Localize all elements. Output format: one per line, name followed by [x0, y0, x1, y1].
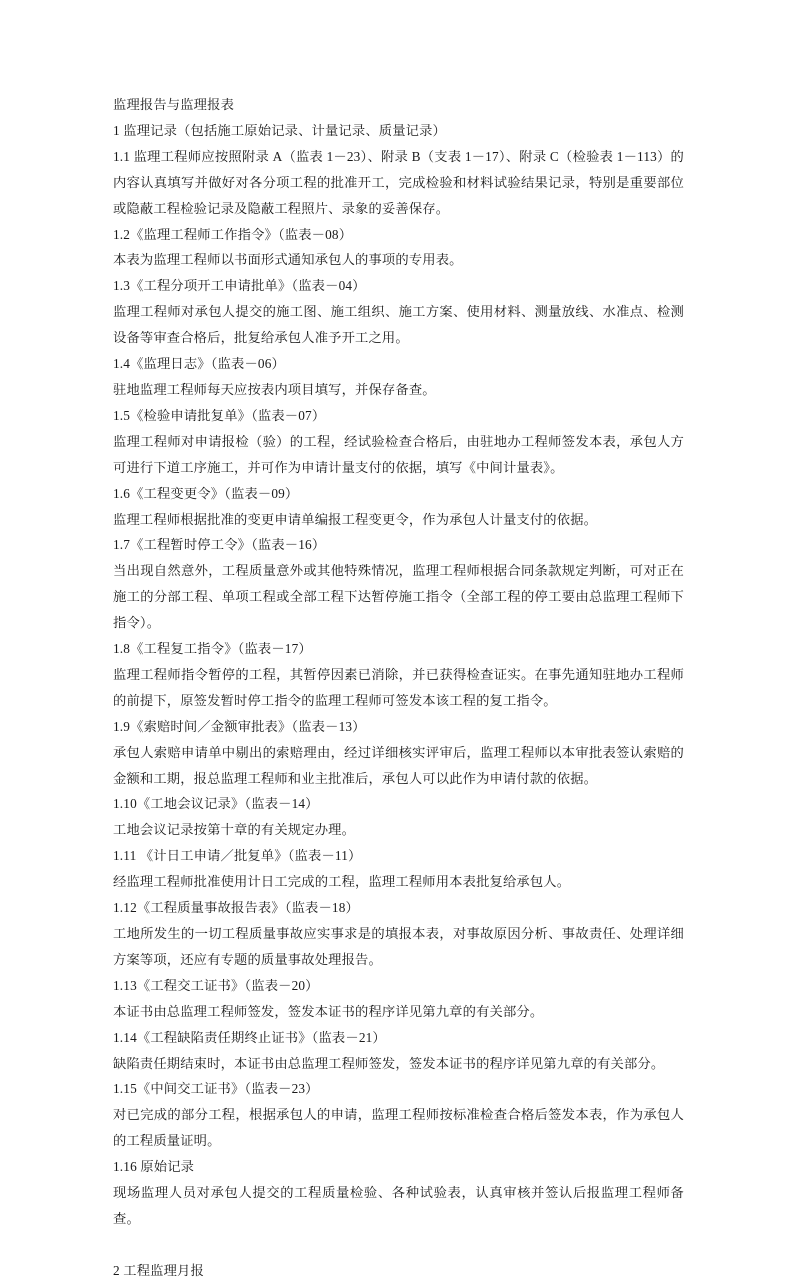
- paragraph-spacer: [113, 1232, 684, 1258]
- item-heading: 1.10《工地会议记录》（监表－14）: [113, 796, 319, 812]
- body-paragraph: 监理工程师对承包人提交的施工图、施工组织、施工方案、使用材料、测量放线、水准点、检测设备等审查合格后，批复给承包人准予开工之用。: [113, 304, 684, 346]
- body-paragraph: 当出现自然意外，工程质量意外或其他特殊情况，监理工程师根据合同条款规定判断，可对正在施工的分部工程、单项工程或全部工程下达暂停施工指令（全部工程的停工要由总监理工程师下指令）。: [113, 563, 684, 631]
- document-title: 监理报告与监理报表: [113, 97, 235, 112]
- item-heading: 1.5《检验申请批复单》（监表－07）: [113, 407, 326, 423]
- item-heading: 1.16 原始记录: [113, 1159, 195, 1175]
- body-paragraph: 1.1 监理工程师应按照附录 A（监表 1－23）、附录 B（支表 1－17）、附录 C（检验表 1－113）的内容认真填写并做好对各分项工程的批准开工，完成检验和材料试验结果记录，特别是重要部位或隐蔽工程检验记录及隐蔽工程照片、录象的妥善保存。: [113, 148, 684, 216]
- item-heading: 1.8《工程复工指令》（监表－17）: [113, 641, 312, 657]
- item-heading: 1.14《工程缺陷责任期终止证书》（监表－21）: [113, 1029, 386, 1045]
- section-heading: 2 工程监理月报: [113, 1262, 204, 1278]
- item-heading: 1.4《监理日志》（监表－06）: [113, 356, 285, 372]
- section-heading: 1 监理记录（包括施工原始记录、计量记录、质量记录）: [113, 122, 446, 138]
- item-heading: 1.6《工程变更令》（监表－09）: [113, 485, 299, 501]
- body-paragraph: 现场监理人员对承包人提交的工程质量检验、各种试验表，认真审核并签认后报监理工程师备查。: [113, 1185, 684, 1226]
- body-paragraph: 本表为监理工程师以书面形式通知承包人的事项的专用表。: [113, 252, 463, 268]
- item-heading: 1.13《工程交工证书》（监表－20）: [113, 977, 319, 993]
- item-heading: 1.15《中间交工证书》（监表－23）: [113, 1081, 319, 1097]
- body-paragraph: 监理工程师对申请报检（验）的工程，经试验检查合格后，由驻地办工程师签发本表，承包人方可进行下道工序施工，并可作为申请计量支付的依据，填写《中间计量表》。: [113, 433, 684, 475]
- item-heading: 1.3《工程分项开工申请批单》（监表－04）: [113, 278, 366, 294]
- document-text-body: [113, 92, 684, 1284]
- body-paragraph: 监理工程师指令暂停的工程，其暂停因素已消除，并已获得检查证实。在事先通知驻地办工程师的前提下，原签发暂时停工指令的监理工程师可签发本该工程的复工指令。: [113, 666, 684, 708]
- item-heading: 1.12《工程质量事故报告表》（监表－18）: [113, 900, 359, 916]
- body-paragraph: 经监理工程师批准使用计日工完成的工程，监理工程师用本表批复给承包人。: [113, 874, 571, 890]
- item-heading: 1.9《索赔时间／金额审批表》（监表－13）: [113, 718, 366, 734]
- body-paragraph: 本证书由总监理工程师签发，签发本证书的程序详见第九章的有关部分。: [113, 1003, 544, 1019]
- body-paragraph: 缺陷责任期结束时，本证书由总监理工程师签发，签发本证书的程序详见第九章的有关部分。: [113, 1055, 665, 1071]
- body-paragraph: 驻地监理工程师每天应按表内项目填写，并保存备查。: [113, 381, 436, 397]
- item-heading: 1.11 《计日工申请／批复单》（监表－11）: [113, 848, 362, 864]
- body-paragraph: 承包人索赔申请单中剔出的索赔理由，经过详细核实评审后，监理工程师以本审批表签认索赔的金额和工期，报总监理工程师和业主批准后，承包人可以此作为申请付款的依据。: [113, 744, 684, 786]
- body-paragraph: 工地所发生的一切工程质量事故应实事求是的填报本表，对事故原因分析、事故责任、处理详细方案等项，还应有专题的质量事故处理报告。: [113, 926, 684, 967]
- body-paragraph: 对已完成的部分工程，根据承包人的申请，监理工程师按标准检查合格后签发本表，作为承包人的工程质量证明。: [113, 1107, 684, 1149]
- item-heading: 1.7《工程暂时停工令》（监表－16）: [113, 537, 326, 553]
- body-paragraph: 监理工程师根据批准的变更申请单编报工程变更令，作为承包人计量支付的依据。: [113, 511, 598, 527]
- body-paragraph: 工地会议记录按第十章的有关规定办理。: [113, 822, 356, 838]
- item-heading: 1.2《监理工程师工作指令》（监表－08）: [113, 226, 353, 242]
